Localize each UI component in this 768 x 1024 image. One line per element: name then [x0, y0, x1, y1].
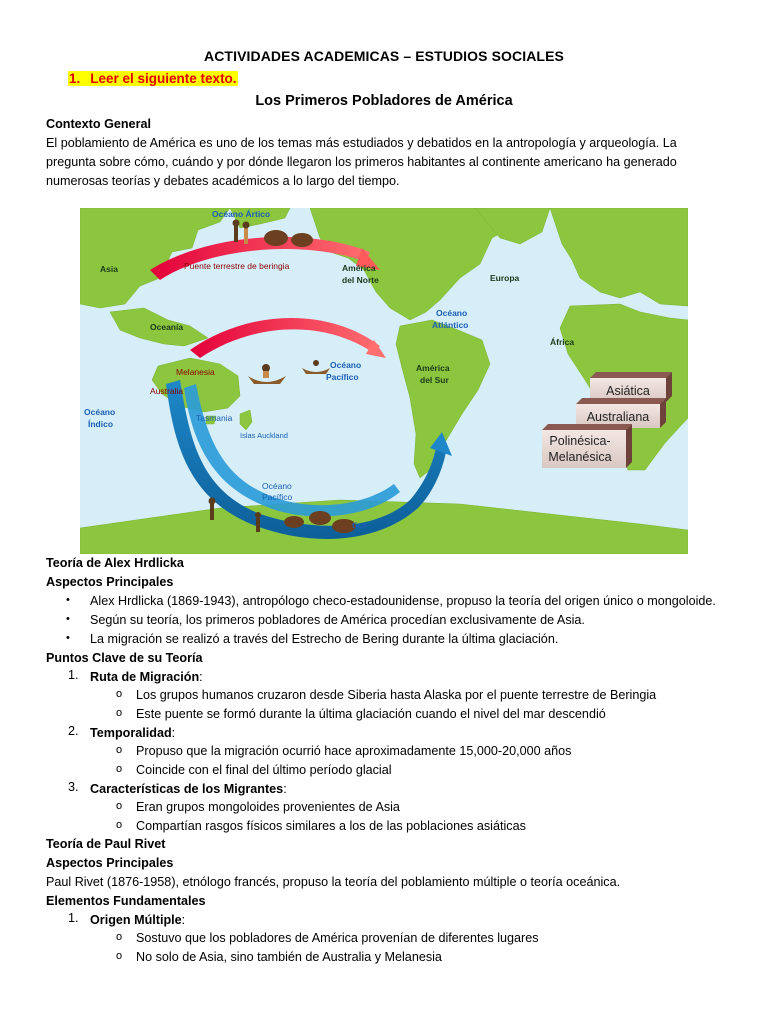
label-pacifico-sur-2: Pacífico	[262, 492, 293, 502]
rivet-heading: Teoría de Paul Rivet	[46, 837, 166, 851]
rivet-elements-heading: Elementos Fundamentales	[46, 894, 206, 908]
hrdlicka-bullet: Según su teoría, los primeros pobladores de América procedían exclusivamente de Asia.	[90, 613, 585, 627]
sub-point: Este puente se formó durante la última glaciación cuando el nivel del mar descendió	[136, 707, 606, 721]
point-number: 1.	[68, 668, 79, 682]
sub-bullet-icon: o	[116, 800, 123, 812]
label-antartica: tica	[352, 520, 367, 530]
label-auckland: Islas Auckland	[240, 431, 288, 440]
box-polinesica	[542, 424, 632, 468]
point-number: 3.	[68, 780, 79, 794]
sub-point: Los grupos humanos cruzaron desde Siberia hasta Alaska por el puente terrestre de Beringia	[136, 688, 657, 702]
sub-bullet-icon: o	[116, 744, 123, 756]
point-title: Origen Múltiple:	[90, 913, 186, 927]
point-title: Características de los Migrantes:	[90, 782, 287, 796]
label-pacifico-sur-1: Océano	[262, 481, 292, 491]
label-europa: Europa	[490, 273, 520, 283]
context-line: numerosas teorías y debates académicos a lo largo del tiempo.	[46, 174, 400, 189]
label-beringia: Puente terrestre de beringia	[184, 261, 290, 271]
box-australiana-label: Australiana	[586, 410, 650, 424]
sub-bullet-icon: o	[116, 707, 123, 719]
sub-point: Eran grupos mongoloides provenientes de Asia	[136, 800, 400, 814]
sub-bullet-icon: o	[116, 819, 123, 831]
sub-point: No solo de Asia, sino también de Australia y Melanesia	[136, 950, 442, 964]
hrdlicka-bullet: La migración se realizó a través del Estrecho de Bering durante la última glaciación.	[90, 632, 559, 646]
bullet-icon: •	[66, 632, 70, 644]
label-america-sur-1: América	[416, 363, 450, 373]
label-america-sur-2: del Sur	[420, 375, 449, 385]
hrdlicka-bullet: Alex Hrdlicka (1869-1943), antropólogo checo-estadounidense, propuso la teoría del origen único o mongoloide.	[90, 594, 716, 608]
label-pacifico-norte-2: Pacífico	[326, 372, 359, 382]
instruction	[68, 71, 238, 86]
context-heading: Contexto General	[46, 117, 151, 131]
box-asiatica	[590, 372, 672, 402]
box-polinesica-label-2: Melanésica	[548, 450, 612, 464]
point-title: Temporalidad:	[90, 726, 176, 740]
label-artico: Océano Ártico	[212, 209, 271, 219]
label-america-norte-2: del Norte	[342, 275, 379, 285]
sub-point: Propuso que la migración ocurrió hace aproximadamente 15,000-20,000 años	[136, 744, 572, 758]
sub-point: Coincide con el final del último período glacial	[136, 763, 392, 777]
main-title: ACTIVIDADES ACADEMICAS – ESTUDIOS SOCIALES	[204, 48, 564, 64]
label-indico-2: Índico	[88, 419, 114, 429]
box-asiatica-label: Asiática	[606, 384, 650, 398]
bullet-icon: •	[66, 594, 70, 606]
sub-point: Sostuvo que los pobladores de América provenían de diferentes lugares	[136, 931, 539, 945]
sub-bullet-icon: o	[116, 688, 123, 700]
rivet-aspects-heading: Aspectos Principales	[46, 856, 174, 870]
context-line: El poblamiento de América es uno de los temas más estudiados y debatidos en la antropología y arqueología. La	[46, 136, 677, 150]
sub-bullet-icon: o	[116, 950, 123, 962]
rivet-text: Paul Rivet (1876-1958), etnólogo francés, propuso la teoría del poblamiento múltiple o teoría oceánica.	[46, 875, 621, 889]
key-points-heading: Puntos Clave de su Teoría	[46, 651, 203, 665]
box-polinesica-label-1: Polinésica-	[549, 434, 611, 448]
point-title: Ruta de Migración:	[90, 670, 203, 684]
hrdlicka-aspects-heading: Aspectos Principales	[46, 575, 174, 589]
context-line: pregunta sobre cómo, cuándo y por dónde llegaron los primeros habitantes al continente americano ha generado	[46, 155, 677, 170]
sub-point: Compartían rasgos físicos similares a los de las poblaciones asiáticas	[136, 819, 526, 833]
bullet-icon: •	[66, 613, 70, 625]
label-tasmania: Tasmania	[196, 413, 233, 423]
instruction-number: 1.	[69, 71, 81, 86]
point-number: 2.	[68, 724, 79, 738]
migration-map	[80, 208, 688, 554]
sub-bullet-icon: o	[116, 931, 123, 943]
sub-bullet-icon: o	[116, 763, 123, 775]
label-pacifico-norte-1: Océano	[330, 360, 362, 370]
label-africa: África	[550, 337, 575, 347]
label-indico-1: Océano	[84, 407, 116, 417]
label-america-norte-1: América	[342, 263, 376, 273]
label-oceania: Oceanía	[150, 322, 184, 332]
label-asia: Asia	[100, 264, 118, 274]
context-paragraph	[46, 134, 726, 192]
label-australia: Australia	[150, 386, 184, 396]
hrdlicka-heading: Teoría de Alex Hrdlicka	[46, 556, 184, 570]
document-title: Los Primeros Pobladores de América	[255, 93, 513, 109]
label-melanesia: Melanesia	[176, 367, 215, 377]
label-atlantico-2: Atlántico	[432, 320, 469, 330]
box-australiana	[576, 398, 666, 428]
point-number: 1.	[68, 911, 79, 925]
label-atlantico-1: Océano	[436, 308, 468, 318]
instruction-text: Leer el siguiente texto.	[90, 71, 237, 86]
